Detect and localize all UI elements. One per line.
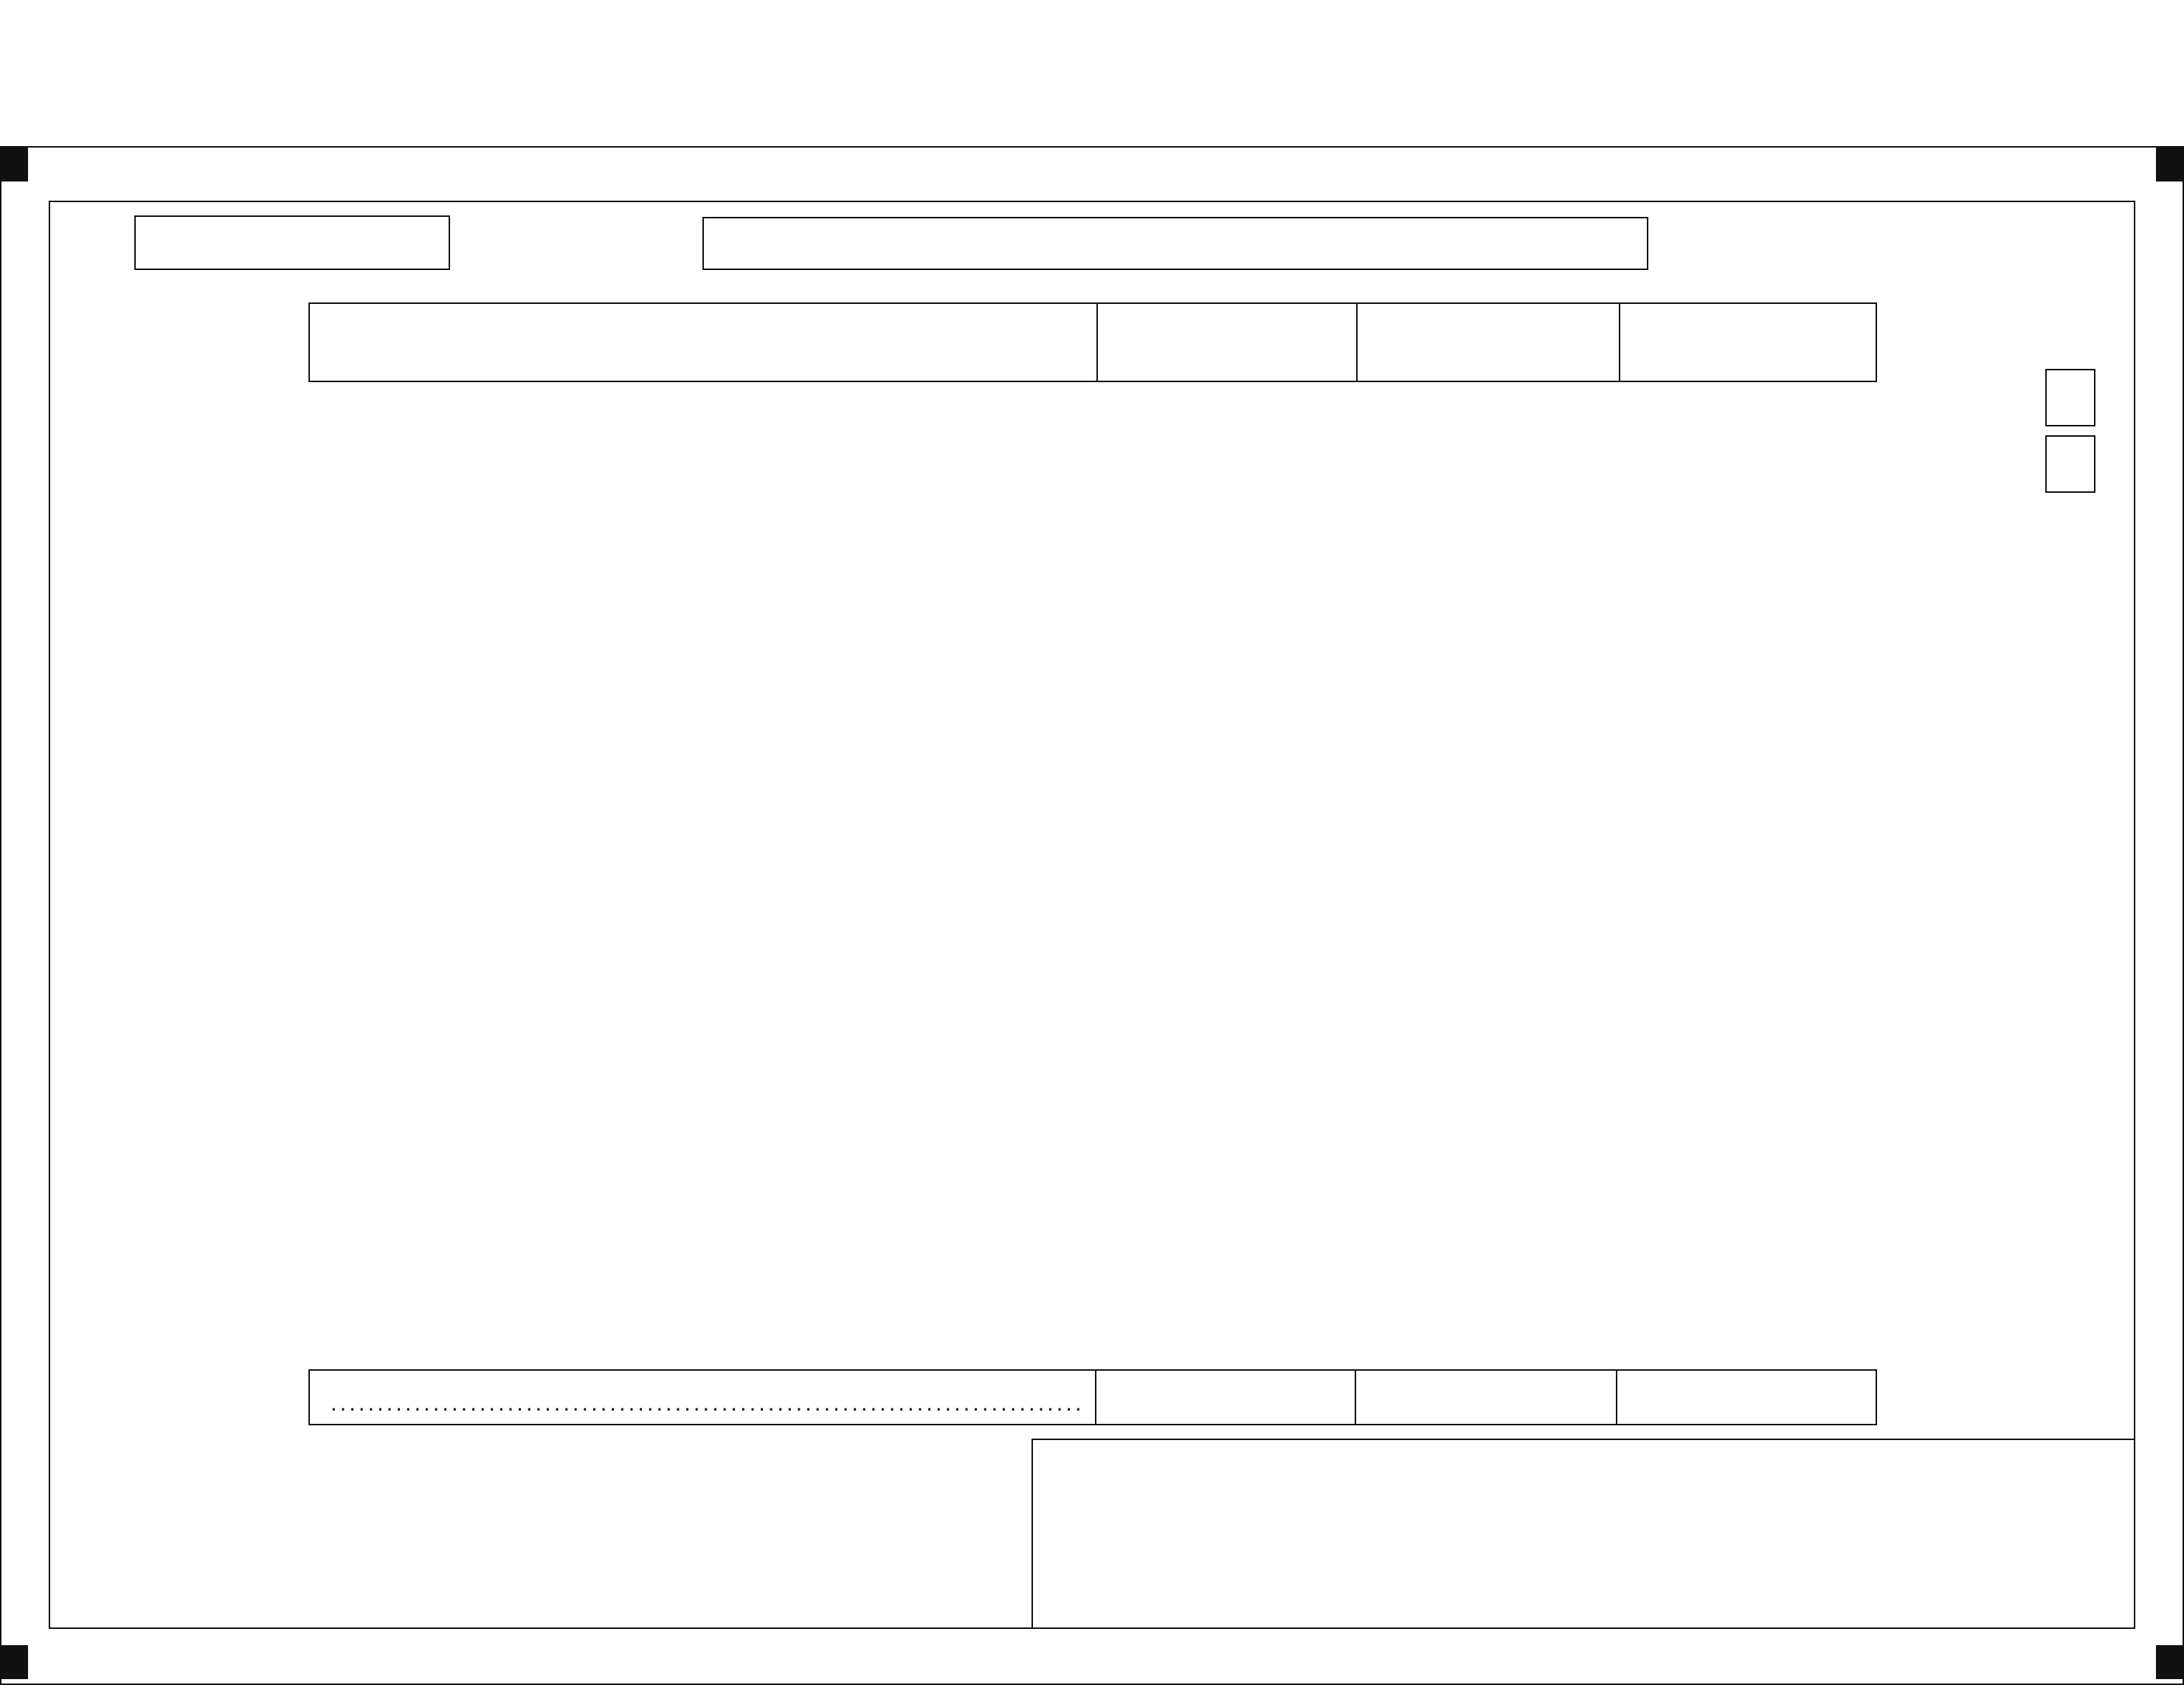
detail-label: [331, 1390, 1083, 1416]
column-header-instalaciones: [1357, 303, 1620, 381]
unidad-euros-checkbox[interactable]: [2045, 369, 2095, 426]
signature-box[interactable]: [1031, 1439, 2135, 1629]
euro-logo: [3, 4, 121, 56]
corner-mark-tl: [0, 148, 28, 181]
table-header-concept: [309, 303, 1097, 381]
corner-mark-tr: [2156, 148, 2184, 181]
column-header-otras: [1620, 303, 1876, 381]
movements-table: [308, 302, 1877, 382]
detail-cell-instalaciones[interactable]: [1355, 1369, 1617, 1425]
corner-mark-bl: [0, 1645, 28, 1679]
corner-mark-br: [2156, 1645, 2184, 1679]
detail-cell-terrenos[interactable]: [1095, 1369, 1356, 1425]
unidad-miles-checkbox[interactable]: [2045, 435, 2095, 493]
denominacion-field[interactable]: [702, 217, 1648, 270]
nif-field[interactable]: [134, 215, 450, 270]
column-header-terrenos: [1097, 303, 1357, 381]
detail-cell-otras[interactable]: [1616, 1369, 1877, 1425]
